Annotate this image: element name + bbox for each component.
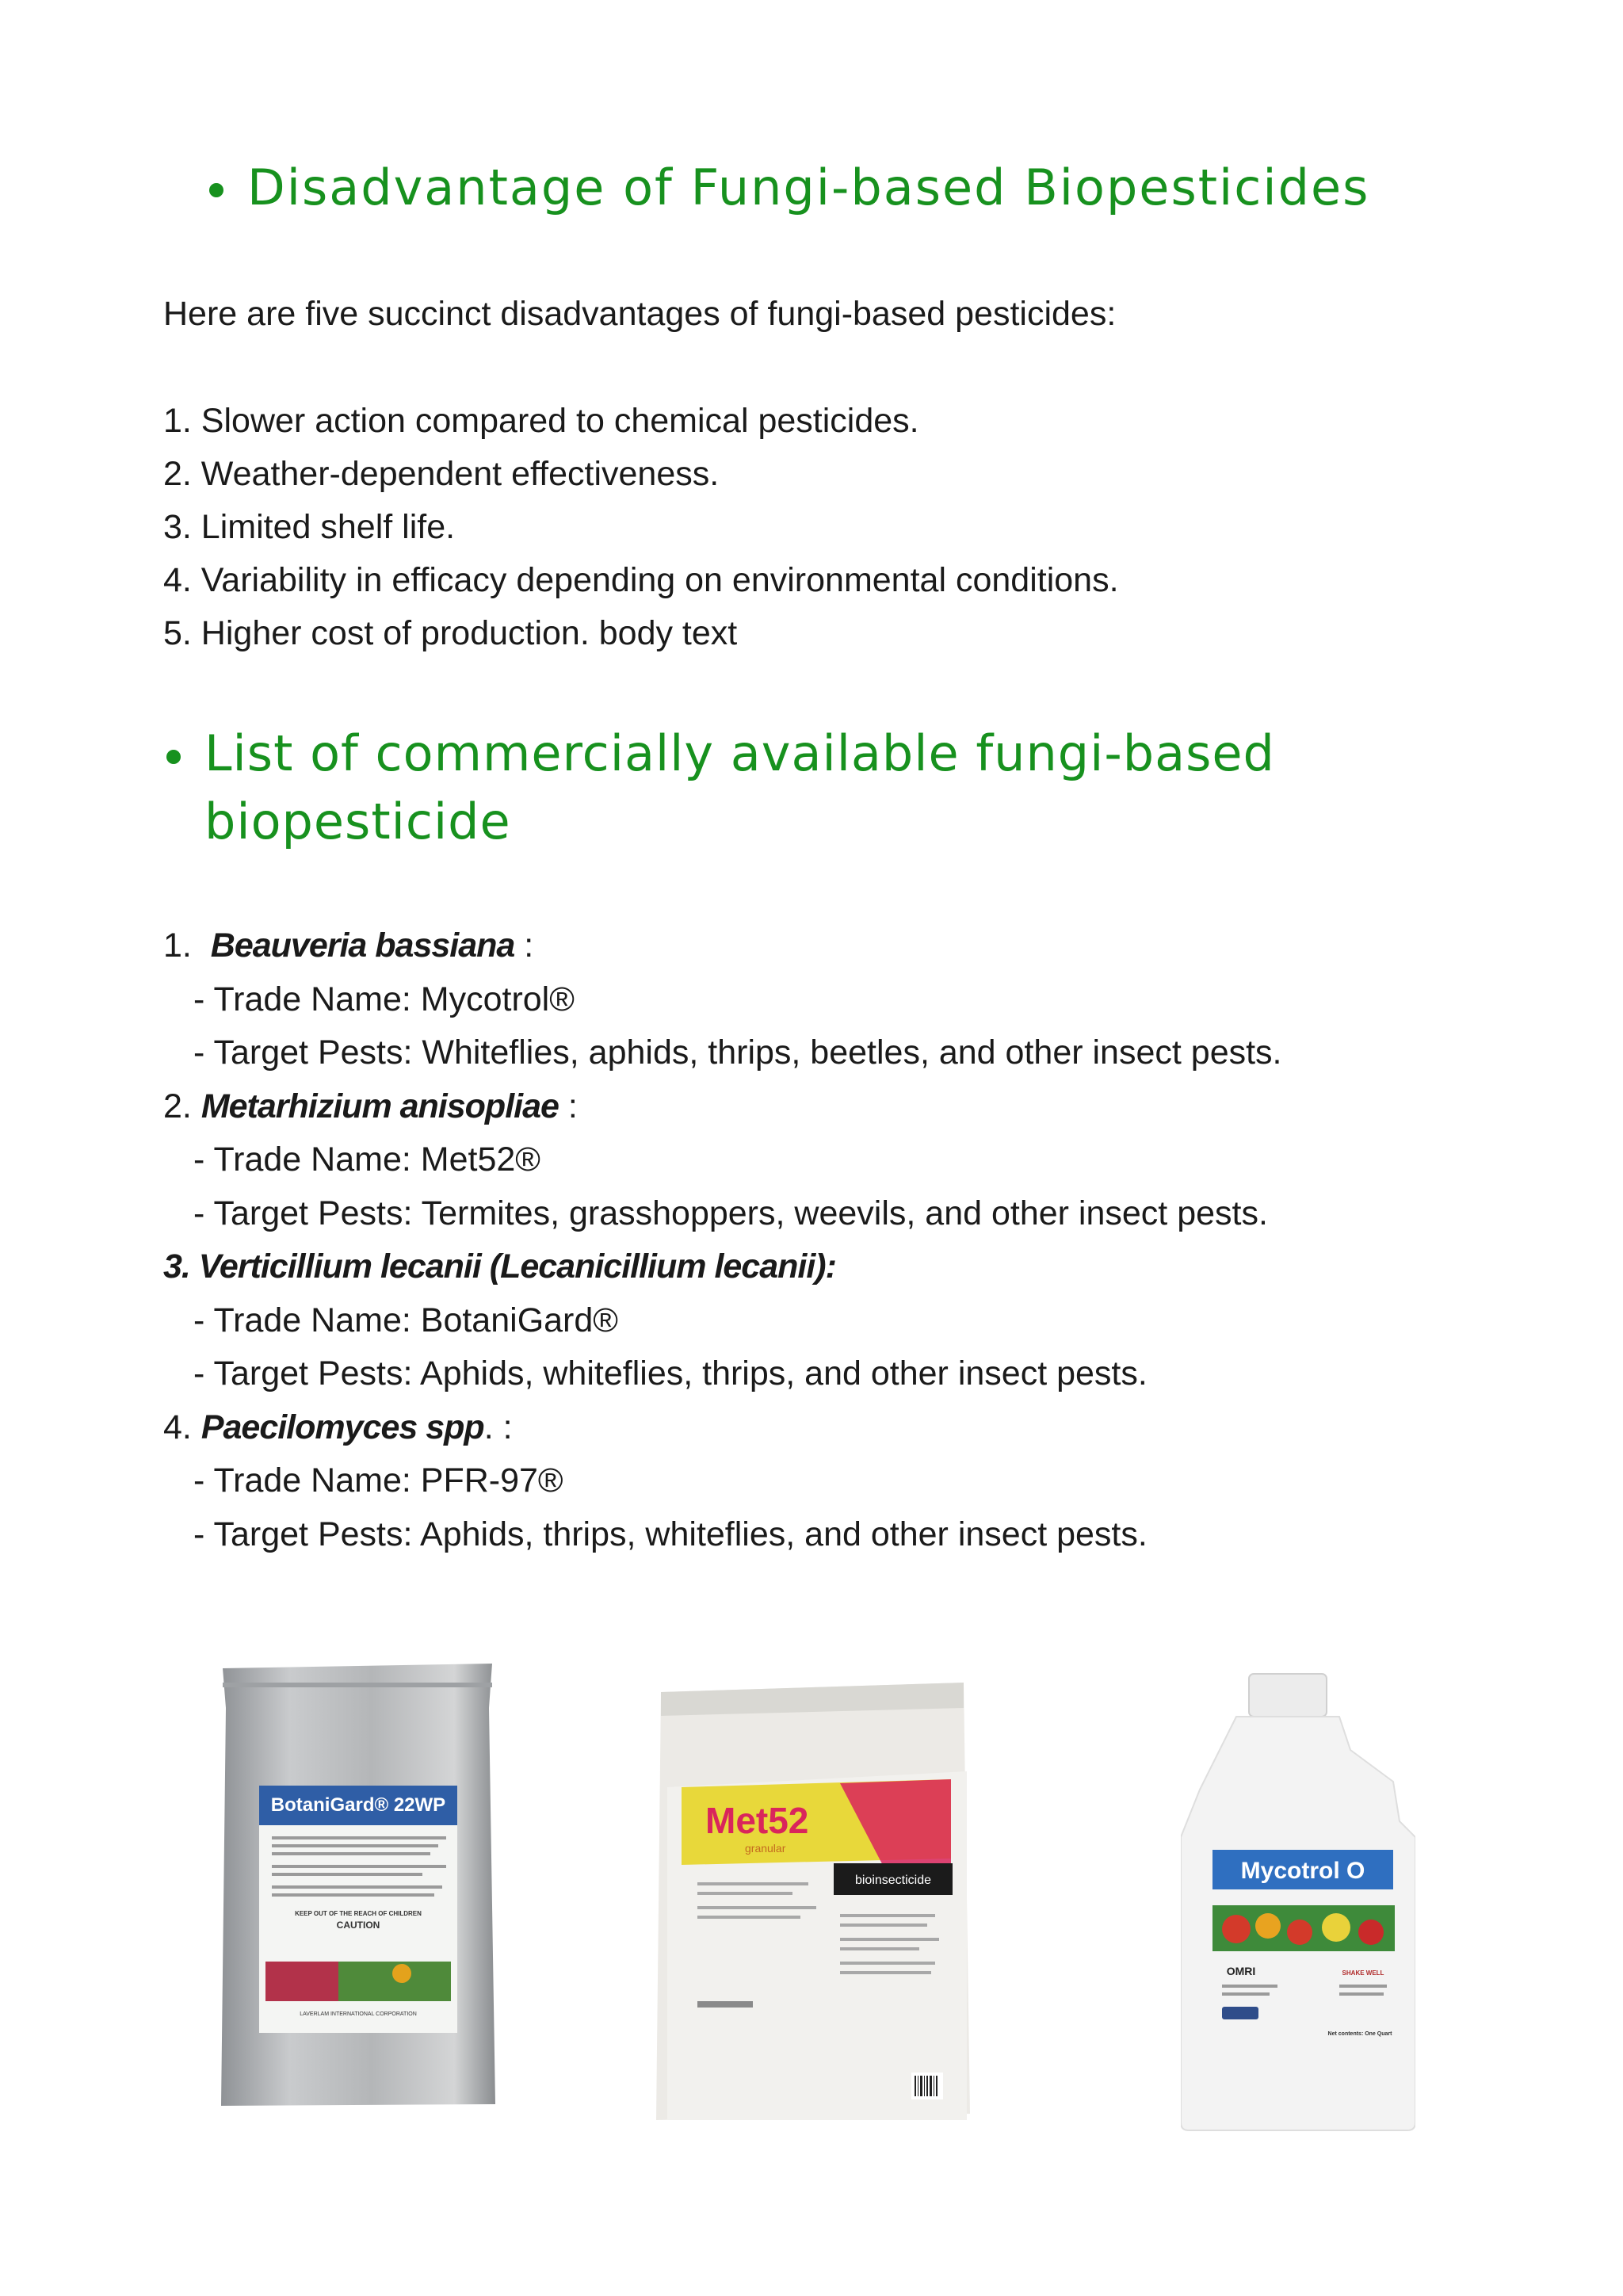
product-number: 2. bbox=[163, 1087, 201, 1125]
mycotrol-omri: OMRI bbox=[1226, 1965, 1256, 1977]
list-item: 5. Higher cost of production. body text bbox=[163, 614, 738, 652]
trade-name: - Trade Name: BotaniGard® bbox=[193, 1301, 618, 1339]
scientific-name: Paecilomyces spp bbox=[200, 1408, 484, 1446]
intro-paragraph: Here are five succinct disadvantages of fungi-based pesticides: bbox=[163, 295, 1117, 333]
botanigard-brand: BotaniGard® 22WP bbox=[270, 1794, 446, 1816]
target-pests: - Target Pests: Whiteflies, aphids, thrips, beetles, and other insect pests. bbox=[193, 1033, 1282, 1072]
product-name bbox=[163, 1401, 1282, 1455]
trade-name: - Trade Name: PFR-97® bbox=[193, 1461, 563, 1499]
list-item: 4. Variability in efficacy depending on environmental conditions. bbox=[163, 561, 1119, 599]
mycotrol-contents: Net contents: One Quart bbox=[1327, 2031, 1392, 2037]
mycotrol-product-image bbox=[1181, 1671, 1415, 2134]
product-suffix: : bbox=[514, 926, 534, 965]
product-suffix: . : bbox=[483, 1408, 513, 1446]
bullet-icon bbox=[209, 183, 223, 197]
trade-name: - Trade Name: Met52® bbox=[193, 1140, 540, 1179]
mycotrol-shake: SHAKE WELL bbox=[1342, 1969, 1384, 1977]
botanigard-maker: LAVERLAM INTERNATIONAL CORPORATION bbox=[300, 2011, 417, 2017]
disadvantages-list bbox=[163, 395, 1119, 660]
met52-sub: granular bbox=[745, 1842, 786, 1855]
bullet-icon bbox=[166, 750, 181, 764]
product-name bbox=[163, 919, 1282, 973]
botanigard-warning: KEEP OUT OF THE REACH OF CHILDREN bbox=[295, 1910, 422, 1917]
met52-brand: Met52 bbox=[705, 1800, 809, 1841]
heading-text-line-2: biopesticide bbox=[204, 793, 511, 850]
scientific-name: 3. Verticillium lecanii (Lecanicillium lecanii): bbox=[163, 1247, 836, 1286]
botanigard-caution: CAUTION bbox=[336, 1920, 380, 1931]
list-item: 3. Limited shelf life. bbox=[163, 508, 456, 546]
scientific-name: Metarhizium anisopliae bbox=[200, 1087, 559, 1125]
scientific-name: Beauveria bassiana bbox=[210, 926, 515, 965]
met52-tag: bioinsecticide bbox=[854, 1874, 932, 1887]
heading-text: Disadvantage of Fungi-based Biopesticides bbox=[247, 159, 1370, 216]
heading-text-line-1: List of commercially available fungi-based bbox=[204, 724, 1275, 782]
product-suffix: : bbox=[558, 1087, 578, 1125]
products-list bbox=[163, 919, 1282, 1561]
target-pests: - Target Pests: Aphids, thrips, whiteflies, and other insect pests. bbox=[193, 1515, 1148, 1553]
section-heading-products bbox=[204, 720, 1409, 856]
trade-name: - Trade Name: Mycotrol® bbox=[193, 980, 575, 1018]
met52-product-image bbox=[650, 1676, 973, 2125]
product-name bbox=[163, 1240, 1282, 1294]
list-item: 2. Weather-dependent effectiveness. bbox=[163, 455, 720, 493]
target-pests: - Target Pests: Termites, grasshoppers, weevils, and other insect pests. bbox=[193, 1194, 1268, 1232]
product-name bbox=[163, 1080, 1282, 1134]
mycotrol-brand: Mycotrol O bbox=[1240, 1858, 1365, 1884]
product-number: 1. bbox=[163, 926, 211, 965]
section-heading-disadvantages bbox=[247, 155, 1369, 221]
target-pests: - Target Pests: Aphids, whiteflies, thrips, and other insect pests. bbox=[193, 1354, 1148, 1392]
botanigard-product-image bbox=[218, 1660, 497, 2109]
list-item: 1. Slower action compared to chemical pesticides. bbox=[163, 402, 919, 440]
product-number: 4. bbox=[163, 1408, 201, 1446]
